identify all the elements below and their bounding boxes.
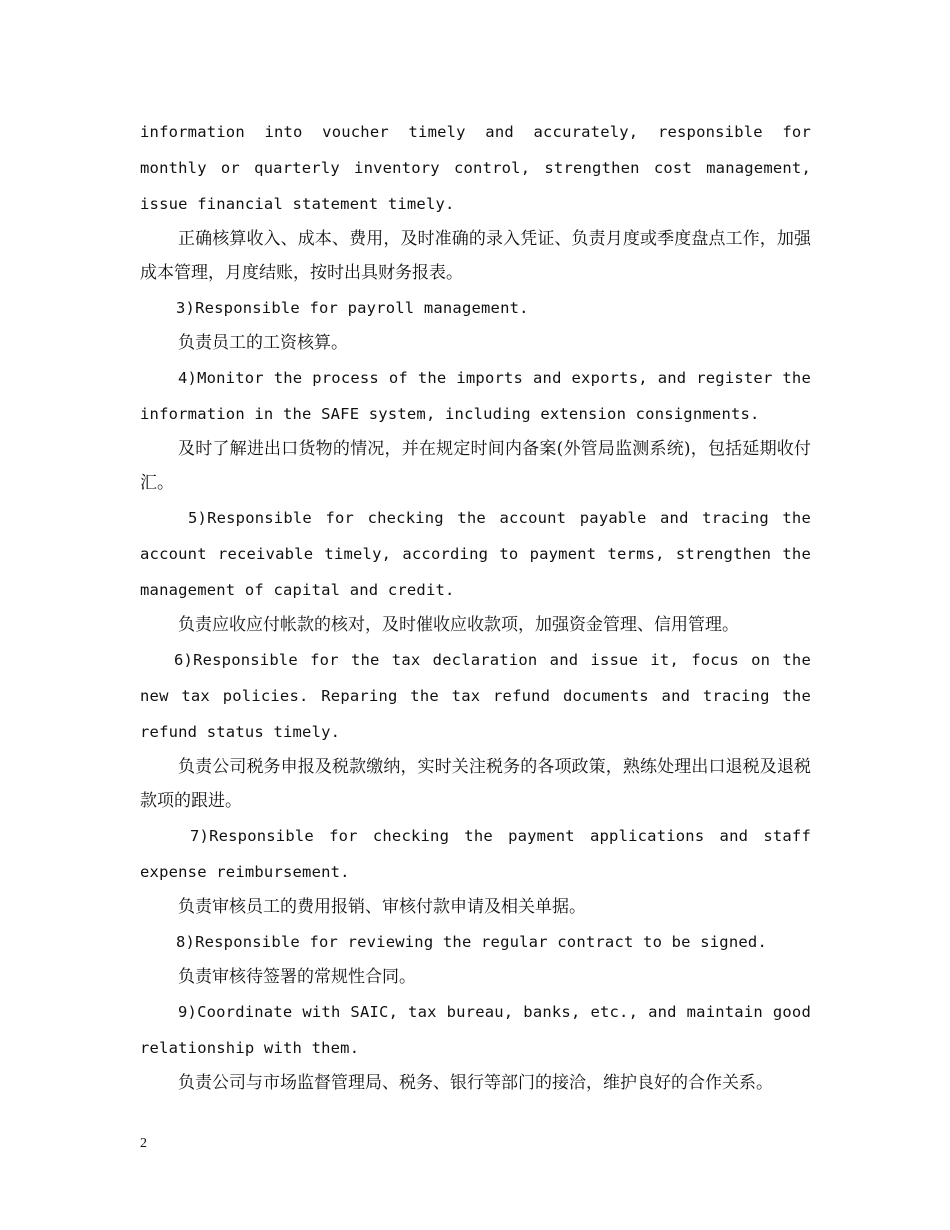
item-4-en: 4)Monitor the process of the imports and exports, and register the information in the SAFE system, including extension consignments.: [140, 369, 811, 423]
item-8-zh: 负责审核待签署的常规性合同。: [178, 967, 416, 987]
page-body: [140, 114, 811, 1100]
item-4-zh: 及时了解进出口货物的情况，并在规定时间内备案(外管局监测系统)，包括延期收付汇。: [140, 439, 811, 493]
page-number: 2: [140, 1136, 147, 1151]
paragraph-intro-en: information into voucher timely and accurately, responsible for monthly or quarterly inventory control, strengthen cost management, issue financial statement timely.: [140, 123, 811, 213]
item-7-zh: 负责审核员工的费用报销、审核付款申请及相关单据。: [178, 897, 586, 917]
item-6-en: 6)Responsible for the tax declaration and issue it, focus on the new tax policies. Reparing the tax refund documents and tracing the refund status timely.: [140, 651, 811, 741]
item-9-en: 9)Coordinate with SAIC, tax bureau, banks, etc., and maintain good relationship with them.: [140, 1003, 811, 1057]
item-8-en: 8)Responsible for reviewing the regular contract to be signed.: [176, 933, 767, 951]
item-5-en: 5)Responsible for checking the account payable and tracing the account receivable timely, according to payment terms, strengthen the management of capital and credit.: [140, 509, 811, 599]
item-3-en: 3)Responsible for payroll management.: [176, 299, 529, 317]
item-3-zh: 负责员工的工资核算。: [178, 333, 348, 353]
item-9-zh: 负责公司与市场监督管理局、税务、银行等部门的接洽，维护良好的合作关系。: [178, 1073, 773, 1093]
item-7-en: 7)Responsible for checking the payment applications and staff expense reimbursement.: [140, 827, 811, 881]
paragraph-intro-zh: 正确核算收入、成本、费用，及时准确的录入凭证、负责月度或季度盘点工作，加强成本管理，月度结账，按时出具财务报表。: [140, 229, 811, 283]
item-6-zh: 负责公司税务申报及税款缴纳，实时关注税务的各项政策，熟练处理出口退税及退税款项的跟进。: [140, 757, 811, 811]
item-5-zh: 负责应收应付帐款的核对，及时催收应收款项，加强资金管理、信用管理。: [178, 615, 739, 635]
